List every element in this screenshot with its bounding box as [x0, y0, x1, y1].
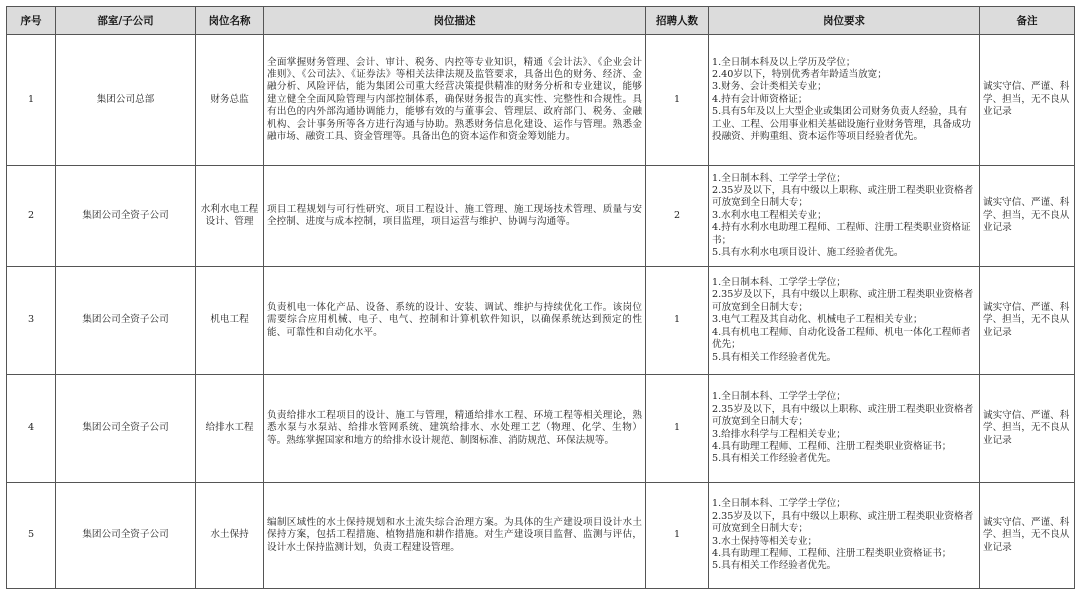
- requirement-line: 2.35岁及以下，具有中级以上职称、或注册工程类职业资格者可放宽到全日制大专；: [712, 403, 974, 428]
- cell-position: 给排水工程: [196, 375, 264, 483]
- requirement-line: 5.具有相关工作经验者优先。: [712, 453, 837, 465]
- cell-description: 项目工程规划与可行性研究、项目工程设计、施工管理、施工现场技术管理、质量与安全控制、进度与成本控制，项目监理，项目运营与维护、协调与沟通等。: [264, 166, 646, 267]
- requirement-line: 5.具有相关工作经验者优先。: [712, 351, 837, 363]
- header-remarks: 备注: [980, 7, 1075, 35]
- cell-count: 1: [646, 267, 709, 375]
- cell-position: 水利水电工程设计、管理: [196, 166, 264, 267]
- cell-remarks: 诚实守信、严谨、科学、担当，无不良从业记录: [980, 375, 1075, 483]
- cell-requirements: [709, 267, 980, 375]
- header-requirements: 岗位要求: [709, 7, 980, 35]
- requirement-line: 2.35岁及以下，具有中级以上职称、或注册工程类职业资格者可放宽到全日制大专；: [712, 510, 974, 535]
- requirement-line: 3.财务、会计类相关专业；: [712, 81, 827, 93]
- cell-count: 1: [646, 483, 709, 589]
- cell-count: 2: [646, 166, 709, 267]
- requirement-line: 1.全日制本科、工学学士学位；: [712, 391, 846, 403]
- table-row: [7, 483, 1075, 589]
- requirement-line: 2.35岁及以下，具有中级以上职称、或注册工程类职业资格者可放宽到全日制大专；: [712, 184, 974, 209]
- cell-index: 3: [7, 267, 56, 375]
- requirement-line: 1.全日制本科、工学学士学位；: [712, 277, 846, 289]
- cell-requirements: [709, 483, 980, 589]
- requirement-line: 4.持有会计师资格证；: [712, 93, 808, 105]
- table-row: [7, 267, 1075, 375]
- cell-department: 集团公司全资子公司: [56, 267, 196, 375]
- cell-requirements: [709, 166, 980, 267]
- cell-description: 负责给排水工程项目的设计、施工与管理，精通给排水工程、环境工程等相关理论，熟悉水泵与水泵站、给排水管网系统、建筑给排水、水处理工艺（物理、化学、生物）等。熟练掌握国家和地方的给排水设计规范、制图标准、消防规范、环保法规等。: [264, 375, 646, 483]
- cell-count: 1: [646, 35, 709, 166]
- header-row: [7, 7, 1075, 35]
- requirement-line: 3.水利水电工程相关专业；: [712, 209, 827, 221]
- cell-department: 集团公司全资子公司: [56, 483, 196, 589]
- cell-requirements: [709, 375, 980, 483]
- requirement-line: 1.全日制本科及以上学历及学位；: [712, 56, 856, 68]
- table-row: [7, 375, 1075, 483]
- cell-position: 机电工程: [196, 267, 264, 375]
- cell-remarks: 诚实守信、严谨、科学、担当，无不良从业记录: [980, 35, 1075, 166]
- requirement-line: 4.具有助理工程师、工程师、注册工程类职业资格证书；: [712, 440, 952, 452]
- requirement-line: 5.具有水利水电项目设计、施工经验者优先。: [712, 247, 904, 259]
- cell-department: 集团公司全资子公司: [56, 166, 196, 267]
- requirement-line: 4.具有机电工程师、自动化设备工程师、机电一体化工程师者优先；: [712, 326, 971, 351]
- requirement-line: 2.35岁及以下，具有中级以上职称、或注册工程类职业资格者可放宽到全日制大专；: [712, 289, 974, 313]
- cell-position: 财务总监: [196, 35, 264, 166]
- requirement-line: 2.40岁以下，特别优秀者年龄适当放宽；: [712, 68, 887, 80]
- cell-count: 1: [646, 375, 709, 483]
- cell-remarks: 诚实守信、严谨、科学、担当，无不良从业记录: [980, 267, 1075, 375]
- requirement-line: 3.水土保持等相关专业；: [712, 535, 818, 547]
- cell-index: 1: [7, 35, 56, 166]
- cell-remarks: 诚实守信、严谨、科学、担当，无不良从业记录: [980, 483, 1075, 589]
- table-row: [7, 35, 1075, 166]
- cell-position: 水土保持: [196, 483, 264, 589]
- cell-department: 集团公司总部: [56, 35, 196, 166]
- requirement-line: 5.具有5年及以上大型企业或集团公司财务负责人经验，具有工业、工程、公用事业相关基础设施行业财务管理，具备成功投融资、并购重组、资本运作等项目经验者优先。: [712, 106, 972, 143]
- table-row: [7, 166, 1075, 267]
- requirement-line: 3.给排水科学与工程相关专业；: [712, 428, 846, 440]
- header-index: 序号: [7, 7, 56, 35]
- header-count: 招聘人数: [646, 7, 709, 35]
- cell-description: 负责机电一体化产品、设备、系统的设计、安装、调试、维护与持续优化工作。该岗位需要综合应用机械、电子、电气、控制和计算机软件知识，以确保系统达到预定的性能、可靠性和自动化水平。: [264, 267, 646, 375]
- cell-remarks: 诚实守信、严谨、科学、担当，无不良从业记录: [980, 166, 1075, 267]
- cell-requirements: [709, 35, 980, 166]
- requirement-line: 1.全日制本科、工学学士学位；: [712, 172, 846, 184]
- header-position: 岗位名称: [196, 7, 264, 35]
- cell-description: 全面掌握财务管理、会计、审计、税务、内控等专业知识，精通《会计法》、《企业会计准则》、《公司法》、《证券法》等相关法律法规及监管要求，具备出色的财务、经济、金融分析、风险评估，能为集团公司重大经营决策提供精准的财务分析和专业建议，能够建立健全全面风险管理与内部控制体系，确保财务报告的真实性、完整性和合规性。具有出色的内外部沟通协调能力，能够有效的与董事会、管理层、政府部门、税务、金融机构、会计事务所等各方进行沟通与协助。熟悉财务信息化建设、运作与管理。熟悉金融市场、融资工具、资金管理等。具备出色的资本运作和资金筹划能力。: [264, 35, 646, 166]
- cell-index: 4: [7, 375, 56, 483]
- header-description: 岗位描述: [264, 7, 646, 35]
- requirement-line: 5.具有相关工作经验者优先。: [712, 560, 837, 572]
- requirement-line: 4.持有水利水电助理工程师、工程师、注册工程类职业资格证书；: [712, 222, 971, 246]
- requirement-line: 3.电气工程及其自动化、机械电子工程相关专业；: [712, 314, 923, 326]
- cell-department: 集团公司全资子公司: [56, 375, 196, 483]
- cell-index: 5: [7, 483, 56, 589]
- requirement-line: 4.具有助理工程师、工程师、注册工程类职业资格证书；: [712, 547, 952, 559]
- header-department: 部室/子公司: [56, 7, 196, 35]
- recruitment-table: [6, 6, 1075, 589]
- cell-description: 编制区域性的水土保持规划和水土流失综合治理方案。为具体的生产建设项目设计水土保持方案，包括工程措施、植物措施和耕作措施。对生产建设项目监督、监测与评估，设计水土保持监测计划，负责工程建设管理。: [264, 483, 646, 589]
- requirement-line: 1.全日制本科、工学学士学位；: [712, 498, 846, 510]
- cell-index: 2: [7, 166, 56, 267]
